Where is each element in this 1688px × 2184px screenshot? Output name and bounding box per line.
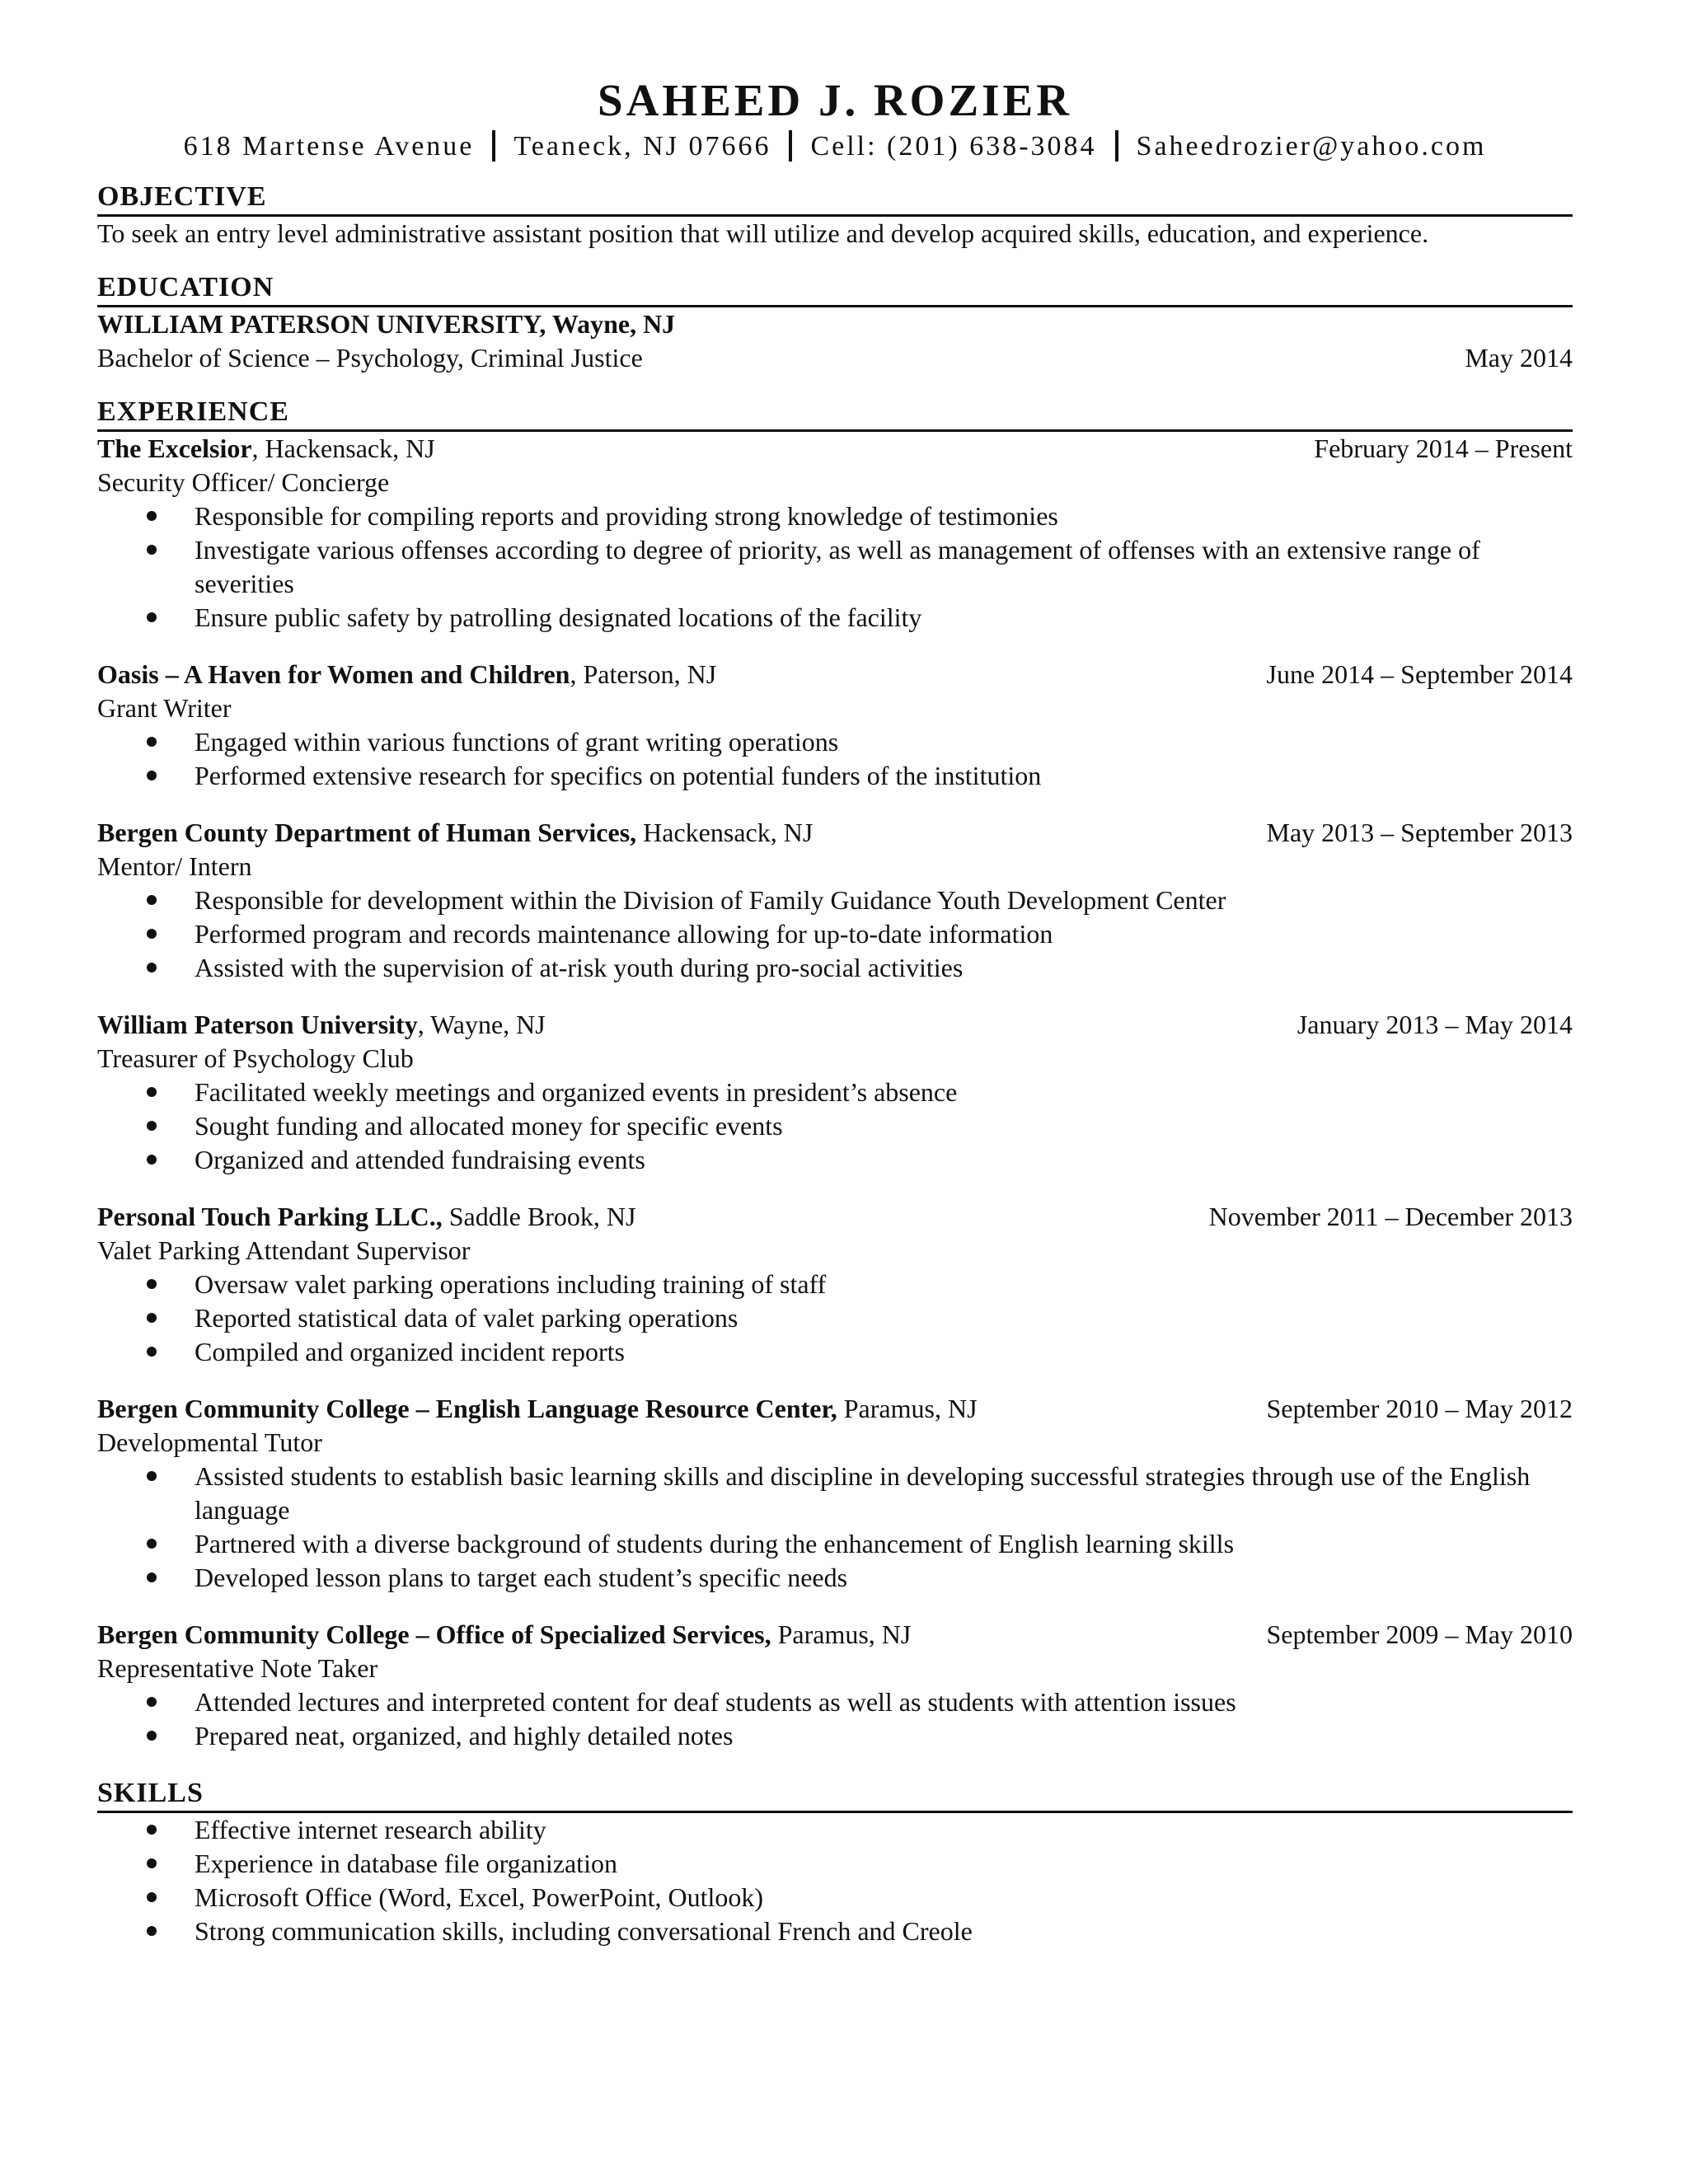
job-header-row bbox=[97, 1200, 1573, 1234]
job-entry bbox=[97, 1392, 1573, 1595]
resume-page bbox=[97, 76, 1573, 1948]
list-item: Engaged within various functions of grant writing operations bbox=[195, 725, 1573, 759]
employer-name: The Excelsior bbox=[97, 434, 252, 463]
objective-text: To seek an entry level administrative assistant position that will utilize and develop acquired skills, education, and experience. bbox=[97, 218, 1429, 248]
school-name: WILLIAM PATERSON UNIVERSITY, Wayne, NJ bbox=[97, 309, 676, 339]
list-item: Performed extensive research for specifics on potential funders of the institution bbox=[195, 759, 1573, 793]
job-employer bbox=[97, 1200, 635, 1234]
job-employer bbox=[97, 1618, 911, 1652]
list-item: Responsible for compiling reports and providing strong knowledge of testimonies bbox=[195, 499, 1573, 533]
email: Saheedrozier@yahoo.com bbox=[1136, 131, 1487, 162]
list-item: Attended lectures and interpreted content for deaf students as well as students with attention issues bbox=[195, 1685, 1573, 1719]
job-employer bbox=[97, 1392, 978, 1426]
job-title: Security Officer/ Concierge bbox=[97, 467, 390, 497]
job-header-row bbox=[97, 432, 1573, 466]
list-item: Performed program and records maintenance allowing for up-to-date information bbox=[195, 917, 1573, 951]
employer-location: , Hackensack, NJ bbox=[251, 434, 435, 463]
address: 618 Martense Avenue bbox=[183, 131, 475, 162]
separator-bar bbox=[789, 130, 792, 162]
graduation-date: May 2014 bbox=[1465, 343, 1573, 373]
separator-bar bbox=[492, 130, 495, 162]
degree-row bbox=[97, 341, 1573, 375]
phone: Cell: (201) 638-3084 bbox=[810, 131, 1097, 162]
list-item: Sought funding and allocated money for specific events bbox=[195, 1109, 1573, 1143]
employer-location: Hackensack, NJ bbox=[636, 818, 814, 847]
section-title-objective: OBJECTIVE bbox=[97, 181, 1573, 217]
objective-section bbox=[97, 181, 1573, 251]
section-title-education: EDUCATION bbox=[97, 272, 1573, 307]
job-header-row bbox=[97, 1618, 1573, 1652]
employer-location: Paramus, NJ bbox=[837, 1394, 978, 1423]
employer-name: Oasis – A Haven for Women and Children bbox=[97, 659, 570, 689]
job-bullets bbox=[97, 1685, 1573, 1753]
employer-name: Bergen Community College – Office of Specialized Services, bbox=[97, 1619, 771, 1649]
employer-location: , Wayne, NJ bbox=[417, 1010, 546, 1039]
candidate-name: SAHEED J. ROZIER bbox=[598, 75, 1072, 125]
job-entry bbox=[97, 1008, 1573, 1177]
job-header-row bbox=[97, 658, 1573, 691]
job-header-row bbox=[97, 816, 1573, 850]
employer-name: Personal Touch Parking LLC., bbox=[97, 1202, 443, 1231]
employer-location: Paramus, NJ bbox=[771, 1619, 912, 1649]
education-section bbox=[97, 272, 1573, 375]
list-item: Developed lesson plans to target each student’s specific needs bbox=[195, 1561, 1573, 1595]
list-item: Assisted students to establish basic learning skills and discipline in developing successful strategies through use of the English language bbox=[195, 1460, 1573, 1527]
job-entry bbox=[97, 1200, 1573, 1369]
job-employer bbox=[97, 432, 435, 466]
skill-item: Microsoft Office (Word, Excel, PowerPoint, Outlook) bbox=[195, 1881, 1573, 1915]
job-dates: September 2009 – May 2010 bbox=[1266, 1619, 1573, 1649]
list-item: Facilitated weekly meetings and organized events in president’s absence bbox=[195, 1076, 1573, 1109]
list-item: Organized and attended fundraising events bbox=[195, 1143, 1573, 1177]
list-item: Partnered with a diverse background of students during the enhancement of English learning skills bbox=[195, 1527, 1573, 1561]
section-title-experience: EXPERIENCE bbox=[97, 396, 1573, 432]
job-dates: January 2013 – May 2014 bbox=[1296, 1010, 1573, 1039]
employer-name: William Paterson University bbox=[97, 1010, 418, 1039]
skills-section bbox=[97, 1778, 1573, 1948]
job-entry bbox=[97, 1618, 1573, 1753]
job-bullets bbox=[97, 499, 1573, 635]
job-bullets bbox=[97, 1076, 1573, 1177]
job-bullets bbox=[97, 883, 1573, 985]
skills-list bbox=[97, 1813, 1573, 1948]
experience-section bbox=[97, 396, 1573, 1753]
employer-name: Bergen Community College – English Language Resource Center, bbox=[97, 1394, 837, 1423]
job-dates: June 2014 – September 2014 bbox=[1266, 659, 1573, 689]
job-bullets bbox=[97, 1268, 1573, 1369]
job-title: Representative Note Taker bbox=[97, 1653, 378, 1683]
separator-bar bbox=[1115, 130, 1118, 162]
list-item: Reported statistical data of valet parking operations bbox=[195, 1301, 1573, 1335]
job-list bbox=[97, 432, 1573, 1753]
job-dates: May 2013 – September 2013 bbox=[1266, 818, 1573, 847]
job-employer bbox=[97, 816, 813, 850]
job-dates: November 2011 – December 2013 bbox=[1208, 1202, 1573, 1231]
list-item: Compiled and organized incident reports bbox=[195, 1335, 1573, 1369]
job-employer bbox=[97, 1008, 546, 1042]
skill-item: Experience in database file organization bbox=[195, 1847, 1573, 1881]
list-item: Prepared neat, organized, and highly detailed notes bbox=[195, 1719, 1573, 1753]
job-entry bbox=[97, 816, 1573, 985]
list-item: Oversaw valet parking operations including training of staff bbox=[195, 1268, 1573, 1301]
job-entry bbox=[97, 658, 1573, 793]
skill-item: Effective internet research ability bbox=[195, 1813, 1573, 1847]
job-header-row bbox=[97, 1008, 1573, 1042]
job-bullets bbox=[97, 1460, 1573, 1595]
job-dates: September 2010 – May 2012 bbox=[1266, 1394, 1573, 1423]
contact-line bbox=[97, 129, 1573, 165]
city: Teaneck, NJ 07666 bbox=[513, 131, 771, 162]
list-item: Investigate various offenses according to degree of priority, as well as management of offenses with an extensive range of severities bbox=[195, 533, 1573, 601]
job-dates: February 2014 – Present bbox=[1314, 434, 1573, 463]
list-item: Ensure public safety by patrolling designated locations of the facility bbox=[195, 601, 1573, 635]
employer-location: Saddle Brook, NJ bbox=[442, 1202, 636, 1231]
employer-name: Bergen County Department of Human Services, bbox=[97, 818, 637, 847]
skill-item: Strong communication skills, including conversational French and Creole bbox=[195, 1915, 1573, 1948]
job-entry bbox=[97, 432, 1573, 635]
job-header-row bbox=[97, 1392, 1573, 1426]
job-bullets bbox=[97, 725, 1573, 793]
job-title: Developmental Tutor bbox=[97, 1427, 322, 1457]
degree: Bachelor of Science – Psychology, Criminal Justice bbox=[97, 343, 643, 373]
job-employer bbox=[97, 658, 716, 691]
resume-header bbox=[97, 76, 1573, 165]
job-title: Mentor/ Intern bbox=[97, 851, 252, 881]
section-title-skills: SKILLS bbox=[97, 1778, 1573, 1813]
employer-location: , Paterson, NJ bbox=[570, 659, 717, 689]
job-title: Valet Parking Attendant Supervisor bbox=[97, 1235, 471, 1265]
job-title: Treasurer of Psychology Club bbox=[97, 1043, 414, 1073]
job-title: Grant Writer bbox=[97, 693, 232, 723]
list-item: Responsible for development within the Division of Family Guidance Youth Development Center bbox=[195, 883, 1573, 917]
list-item: Assisted with the supervision of at-risk youth during pro-social activities bbox=[195, 951, 1573, 985]
